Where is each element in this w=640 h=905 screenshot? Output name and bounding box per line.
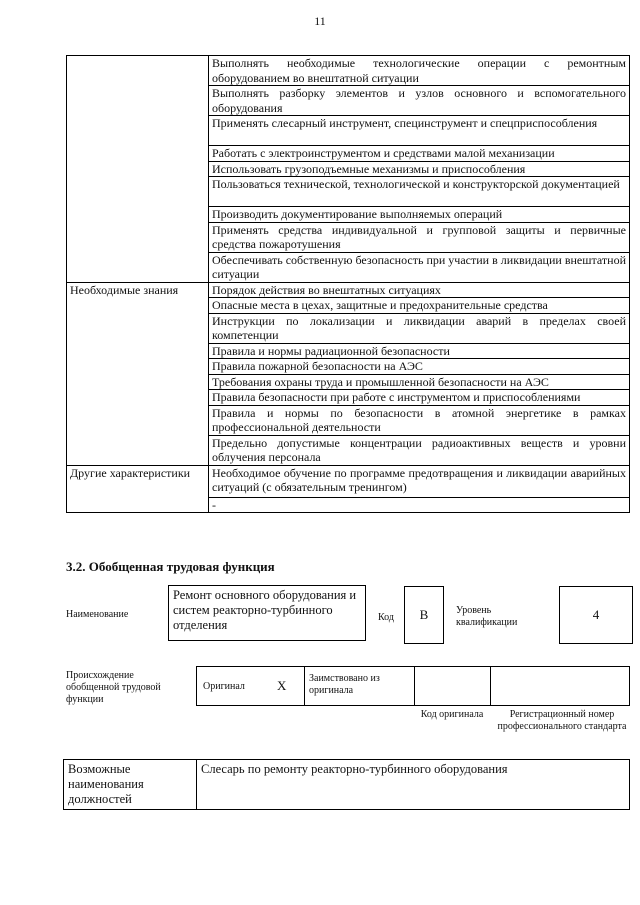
borrowed-cell <box>304 666 415 706</box>
knowledge-item: Правила пожарной безопасности на АЭС <box>209 359 630 375</box>
skill-item: Производить документирование выполняемых операций <box>209 207 630 223</box>
code-original-caption: Код оригинала <box>420 709 484 720</box>
code-value: В <box>404 586 444 644</box>
borrowed-label: Заимствовано из оригинала <box>309 673 380 696</box>
reg-number-cell <box>490 666 630 706</box>
knowledge-item: Правила и нормы радиационной безопасности <box>209 343 630 359</box>
skill-item: Применять средства индивидуальной и групповой защиты и первичные средства пожаротушения <box>209 222 630 252</box>
code-label: Код <box>378 612 394 623</box>
skills-label-cell <box>67 56 209 283</box>
knowledge-item: Опасные места в цехах, защитные и предохранительные средства <box>209 298 630 314</box>
original-label: Оригинал <box>203 681 245 692</box>
reg-number-caption: Регистрационный номер профессионального стандарта <box>497 709 627 732</box>
knowledge-item: Правила и нормы по безопасности в атомной энергетике в рамках профессиональной деятельности <box>209 405 630 435</box>
skill-item: Использовать грузоподъемные механизмы и приспособления <box>209 161 630 177</box>
knowledge-item: Порядок действия во внештатных ситуациях <box>209 282 630 298</box>
positions-label: Возможные наименования должностей <box>64 760 197 810</box>
code-original-cell <box>414 666 491 706</box>
positions-value: Слесарь по ремонту реакторно-турбинного оборудования <box>197 760 630 810</box>
skill-item: Пользоваться технической, технологической и конструкторской документацией <box>209 177 630 207</box>
original-mark: Х <box>277 678 287 693</box>
knowledge-label: Необходимые знания <box>67 282 209 465</box>
other-item: Необходимое обучение по программе предотвращения и ликвидации аварийных ситуаций (с обязательным тренингом) <box>209 465 630 497</box>
knowledge-item: Предельно допустимые концентрации радиоактивных веществ и уровни облучения персонала <box>209 435 630 465</box>
skill-item: Выполнять необходимые технологические операции с ремонтным оборудованием во внештатной ситуации <box>209 56 630 86</box>
skill-item: Применять слесарный инструмент, специнструмент и спецприспособления <box>209 116 630 146</box>
section-title: 3.2. Обобщенная трудовая функция <box>66 559 275 574</box>
qualification-level-label: Уровень квалификации <box>456 605 518 628</box>
skills-table <box>66 55 630 513</box>
qualification-level-value: 4 <box>559 586 633 644</box>
original-cell <box>196 666 305 706</box>
skill-item: Выполнять разборку элементов и узлов основного и вспомогательного оборудования <box>209 86 630 116</box>
knowledge-item: Требования охраны труда и промышленной безопасности на АЭС <box>209 374 630 390</box>
skill-item: Обеспечивать собственную безопасность при участии в ликвидации внештатной ситуации <box>209 252 630 282</box>
generalized-function-name: Ремонт основного оборудования и систем реакторно-турбинного отделения <box>168 585 366 641</box>
positions-table <box>63 759 630 810</box>
knowledge-item: Инструкции по локализации и ликвидации аварий в пределах своей компетенции <box>209 313 630 343</box>
origin-label: Происхождение обобщенной трудовой функции <box>66 670 161 705</box>
other-item: - <box>209 497 630 513</box>
name-label: Наименование <box>66 609 129 620</box>
origin-row <box>196 666 630 706</box>
skill-item: Работать с электроинструментом и средствами малой механизации <box>209 146 630 162</box>
knowledge-item: Правила безопасности при работе с инструментом и приспособлениями <box>209 390 630 406</box>
page-number: 11 <box>314 14 326 28</box>
other-label: Другие характеристики <box>67 465 209 513</box>
